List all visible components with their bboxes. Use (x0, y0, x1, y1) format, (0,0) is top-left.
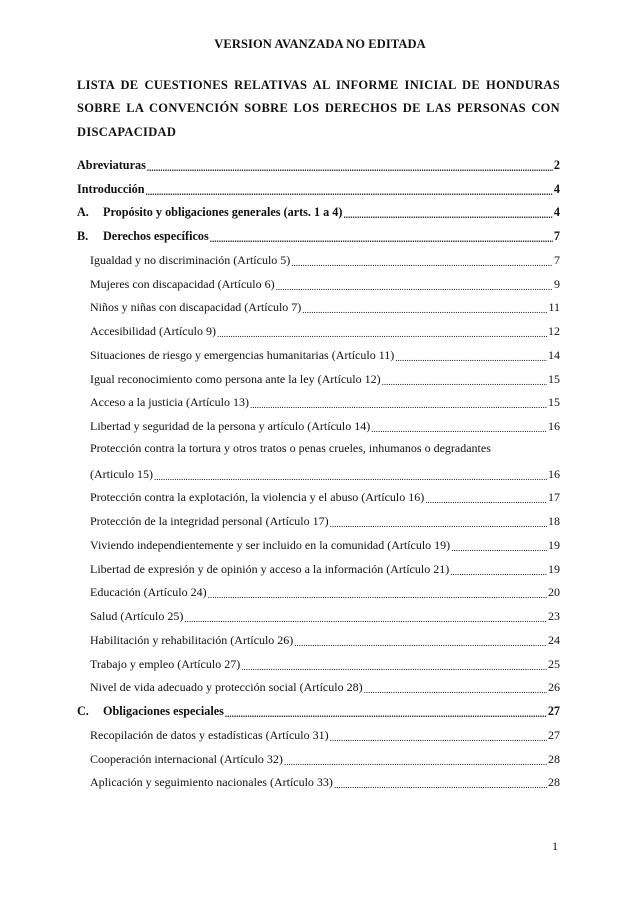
dot-leader (364, 681, 547, 695)
toc-entry-label: Cooperación internacional (Artículo 32) (90, 751, 283, 766)
toc-entry-label: Propósito y obligaciones generales (arts. 1 a 4) (103, 205, 343, 220)
toc-entry-number: A. (77, 205, 89, 220)
dot-leader (291, 254, 553, 268)
toc-entry-article-32[interactable] (77, 743, 560, 767)
toc-entry-article-33[interactable] (77, 767, 560, 791)
toc-entry-article-7[interactable] (77, 292, 560, 316)
toc-entry-article-17[interactable] (77, 505, 560, 529)
dot-leader (330, 515, 547, 529)
toc-entry-label: Habilitación y rehabilitación (Artículo 26) (90, 632, 294, 647)
dot-leader (147, 159, 553, 173)
toc-entry-page: 27 (548, 727, 560, 742)
toc-entry-label: Accesibilidad (Artículo 9) (90, 324, 216, 338)
dot-leader (343, 206, 552, 220)
toc-entry-label: Abreviaturas (77, 157, 146, 172)
toc-entry-page: 25 (548, 656, 560, 671)
toc-entry-article-26[interactable] (77, 624, 560, 648)
toc-entry-page: 4 (553, 181, 560, 196)
toc-entry-label: Igual reconocimiento como persona ante la ley (Artículo 12) (90, 371, 381, 386)
toc-entry-introduccion[interactable] (77, 173, 560, 197)
dot-leader (330, 729, 547, 743)
dot-leader (154, 468, 547, 482)
toc-entry-label: Protección de la integridad personal (Artículo 17) (90, 514, 329, 528)
toc-entry-page: 16 (548, 466, 560, 481)
dot-leader (184, 610, 547, 624)
toc-entry-page: 16 (548, 419, 560, 433)
toc-entry-page: 19 (548, 537, 560, 552)
toc-entry-article-19[interactable] (77, 529, 560, 553)
dot-leader (284, 753, 547, 767)
toc-entry-article-12[interactable] (77, 363, 560, 387)
dot-leader (210, 230, 553, 244)
toc-entry-label: Mujeres con discapacidad (Artículo 6) (90, 276, 275, 291)
dot-leader (241, 658, 547, 672)
table-of-contents (77, 149, 560, 790)
toc-entry-label: Niños y niñas con discapacidad (Artículo 7) (90, 300, 302, 315)
toc-entry-label: Situaciones de riesgo y emergencias humanitarias (Artículo 11) (90, 347, 395, 362)
dot-leader (334, 776, 547, 790)
toc-entry-page: 27 (547, 704, 560, 718)
toc-entry-number: C. (77, 704, 89, 718)
toc-entry-label: Protección contra la tortura y otros tratos o penas crueles, inhumanos o degradantes (90, 441, 491, 455)
toc-entry-article-27[interactable] (77, 648, 560, 672)
toc-entry-article-16[interactable] (77, 482, 560, 506)
toc-entry-label: Libertad y seguridad de la persona y artículo (Artículo 14) (90, 419, 371, 433)
dot-leader (302, 301, 547, 315)
page-number: 1 (552, 839, 558, 853)
toc-entry-label: Viviendo independientemente y ser incluido en la comunidad (Artículo 19) (90, 537, 451, 552)
toc-entry-label: Aplicación y seguimiento nacionales (Artículo 33) (90, 775, 333, 790)
dot-leader (146, 183, 553, 197)
toc-entry-page: 15 (548, 371, 560, 386)
dot-leader (395, 349, 547, 363)
toc-entry-page: 9 (554, 276, 560, 291)
toc-entry-page: 2 (553, 157, 560, 172)
toc-entry-continuation (90, 458, 560, 482)
toc-entry-section-b[interactable] (77, 220, 560, 244)
dot-leader (382, 373, 547, 387)
toc-entry-article-14[interactable] (77, 410, 560, 434)
toc-entry-label: Introducción (77, 181, 145, 196)
toc-entry-label: Educación (Artículo 24) (90, 585, 207, 600)
toc-entry-label: Derechos específicos (103, 229, 209, 243)
toc-entry-article-25[interactable] (77, 600, 560, 624)
toc-entry-page: 15 (548, 395, 560, 410)
dot-leader (276, 278, 553, 292)
toc-entry-page: 23 (548, 609, 560, 623)
toc-entry-section-c[interactable] (77, 695, 560, 719)
toc-entry-label: Obligaciones especiales (103, 704, 224, 718)
toc-entry-article-24[interactable] (77, 577, 560, 601)
toc-entry-article-11[interactable] (77, 339, 560, 363)
toc-entry-label-continued: (Articulo 15) (90, 466, 153, 481)
toc-entry-page: 26 (548, 680, 560, 695)
toc-entry-article-5[interactable] (77, 244, 560, 268)
toc-entry-page: 7 (553, 229, 560, 243)
toc-entry-article-31[interactable] (77, 719, 560, 743)
dot-leader (208, 586, 547, 600)
toc-entry-article-9[interactable] (77, 315, 560, 339)
toc-entry-article-6[interactable] (77, 268, 560, 292)
dot-leader (425, 491, 547, 505)
toc-entry-label: Nivel de vida adecuado y protección social (Artículo 28) (90, 680, 363, 695)
toc-entry-label: Salud (Artículo 25) (90, 609, 184, 623)
toc-entry-page: 28 (548, 775, 560, 790)
toc-entry-page: 28 (548, 751, 560, 766)
document-title: LISTA DE CUESTIONES RELATIVAS AL INFORME INICIAL DE HONDURAS SOBRE LA CONVENCIÓN SOBRE LOS DERECHOS DE LAS PERSONAS CON DISCAPACIDAD (77, 78, 560, 139)
toc-entry-label: Recopilación de datos y estadísticas (Artículo 31) (90, 727, 329, 742)
toc-entry-label: Acceso a la justicia (Artículo 13) (90, 395, 249, 410)
dot-leader (451, 539, 547, 553)
toc-entry-page: 18 (548, 514, 560, 528)
dot-leader (217, 325, 547, 339)
toc-entry-article-13[interactable] (77, 387, 560, 411)
dot-leader (294, 634, 547, 648)
dot-leader (450, 563, 547, 577)
toc-entry-label: Protección contra la explotación, la violencia y el abuso (Artículo 16) (90, 490, 425, 505)
toc-entry-page: 11 (548, 300, 560, 315)
toc-entry-page: 24 (548, 632, 560, 647)
draft-banner: VERSION AVANZADA NO EDITADA (214, 37, 426, 51)
toc-entry-page: 7 (554, 252, 560, 267)
dot-leader (371, 420, 547, 434)
toc-entry-label: Igualdad y no discriminación (Artículo 5) (90, 252, 291, 267)
toc-entry-page: 4 (553, 205, 560, 220)
toc-entry-article-28[interactable] (77, 672, 560, 696)
toc-entry-page: 14 (548, 347, 560, 362)
dot-leader (225, 705, 547, 719)
toc-entry-article-21[interactable] (77, 553, 560, 577)
toc-entry-abreviaturas[interactable] (77, 149, 560, 173)
toc-entry-label: Trabajo y empleo (Artículo 27) (90, 656, 241, 671)
toc-entry-page: 17 (548, 490, 560, 505)
toc-entry-label: Libertad de expresión y de opinión y acceso a la información (Artículo 21) (90, 561, 450, 576)
toc-entry-page: 20 (548, 585, 560, 600)
dot-leader (250, 396, 547, 410)
toc-entry-section-a[interactable] (77, 197, 560, 221)
toc-entry-page: 12 (548, 324, 560, 338)
toc-entry-page: 19 (548, 561, 560, 576)
toc-entry-number: B. (77, 229, 89, 243)
toc-entry-article-15[interactable] (77, 434, 560, 482)
